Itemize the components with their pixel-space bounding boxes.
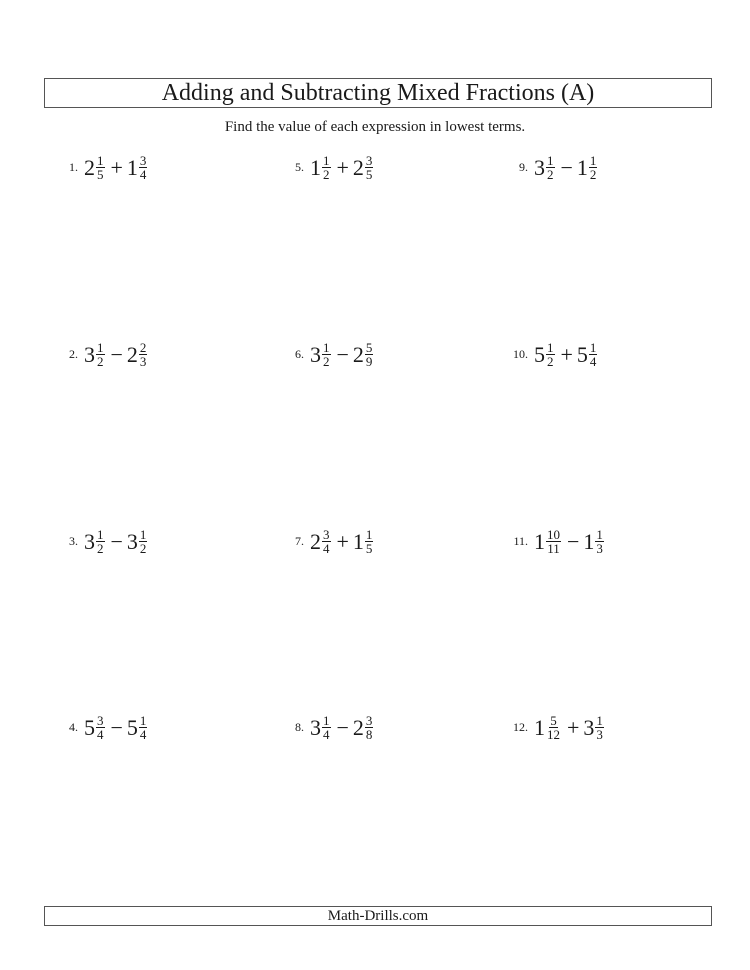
fraction (365, 714, 374, 741)
problem-number: 3. (69, 534, 78, 548)
footer (44, 906, 712, 926)
operator: − (110, 528, 123, 554)
numerator: 1 (547, 153, 554, 168)
footer-text: Math-Drills.com (327, 907, 429, 924)
problem-number: 5. (295, 160, 304, 174)
whole-part: 5 (534, 341, 545, 367)
denominator: 8 (365, 727, 373, 742)
mixed-number (84, 714, 107, 741)
problem-4 (52, 714, 149, 741)
problem-10 (502, 341, 599, 368)
mixed-number (84, 528, 107, 555)
mixed-number (310, 154, 333, 181)
fraction (546, 341, 555, 368)
numerator: 10 (547, 527, 560, 542)
problem-2 (52, 341, 149, 368)
denominator: 5 (365, 167, 373, 182)
denominator: 2 (97, 354, 104, 369)
denominator: 2 (97, 541, 104, 556)
denominator: 12 (547, 727, 560, 742)
fraction (546, 714, 561, 741)
denominator: 11 (547, 541, 560, 556)
operator: + (336, 154, 349, 180)
fraction (322, 341, 331, 368)
numerator: 3 (139, 153, 147, 168)
denominator: 4 (323, 727, 330, 742)
numerator: 1 (323, 153, 330, 168)
whole-part: 2 (126, 341, 138, 367)
problem-3 (52, 528, 149, 555)
mixed-number (583, 528, 606, 555)
operator: + (567, 714, 580, 740)
whole-part: 5 (84, 714, 95, 740)
numerator: 1 (139, 527, 147, 542)
fraction (322, 154, 331, 181)
fraction (365, 341, 374, 368)
fraction (365, 154, 374, 181)
worksheet-title (44, 78, 712, 108)
mixed-number (534, 528, 563, 555)
denominator: 2 (323, 354, 330, 369)
numerator: 3 (97, 713, 104, 728)
problem-number: 10. (513, 347, 528, 361)
whole-part: 3 (534, 154, 545, 180)
mixed-number (127, 154, 150, 181)
numerator: 1 (596, 527, 603, 542)
mixed-number (534, 154, 557, 181)
numerator: 1 (97, 340, 104, 355)
numerator: 5 (365, 340, 373, 355)
fraction (139, 714, 148, 741)
mixed-number (353, 714, 376, 741)
whole-part: 2 (84, 154, 95, 180)
whole-part: 3 (310, 341, 321, 367)
problem-8 (278, 714, 375, 741)
operator: + (336, 528, 349, 554)
mixed-number (577, 154, 600, 181)
whole-part: 5 (126, 714, 138, 740)
denominator: 2 (589, 167, 597, 182)
problem-12 (502, 714, 606, 741)
whole-part: 2 (310, 528, 321, 554)
denominator: 9 (365, 354, 373, 369)
problem-number: 8. (295, 720, 304, 734)
numerator: 1 (139, 713, 147, 728)
fraction (139, 341, 148, 368)
denominator: 4 (589, 354, 597, 369)
problem-number: 6. (295, 347, 304, 361)
worksheet-title-text: Adding and Subtracting Mixed Fractions (A) (161, 79, 595, 106)
numerator: 2 (139, 340, 147, 355)
mixed-number (84, 154, 107, 181)
mixed-number (353, 528, 376, 555)
problem-number: 4. (69, 720, 78, 734)
problem-7 (278, 528, 375, 555)
fraction (96, 714, 105, 741)
numerator: 1 (97, 527, 104, 542)
mixed-number (127, 714, 150, 741)
problem-number: 7. (295, 534, 304, 548)
mixed-number (127, 528, 150, 555)
fraction (139, 528, 148, 555)
fraction (589, 341, 598, 368)
whole-part: 1 (310, 154, 321, 180)
problem-6 (278, 341, 375, 368)
denominator: 4 (139, 727, 147, 742)
numerator: 3 (365, 713, 373, 728)
operator: − (110, 341, 123, 367)
mixed-number (310, 714, 333, 741)
whole-part: 1 (583, 528, 595, 554)
whole-part: 1 (352, 528, 364, 554)
mixed-number (353, 341, 376, 368)
fraction (96, 528, 105, 555)
operator: − (336, 714, 349, 740)
operator: − (110, 714, 123, 740)
denominator: 4 (97, 727, 104, 742)
whole-part: 1 (534, 528, 545, 554)
operator: − (560, 154, 573, 180)
problem-9 (502, 154, 599, 181)
mixed-number (127, 341, 150, 368)
whole-part: 1 (126, 154, 138, 180)
problem-1 (52, 154, 149, 181)
problem-11 (502, 528, 606, 555)
whole-part: 3 (126, 528, 138, 554)
numerator: 1 (547, 340, 554, 355)
problem-number: 1. (69, 160, 78, 174)
mixed-number (353, 154, 376, 181)
numerator: 1 (97, 153, 104, 168)
whole-part: 5 (576, 341, 588, 367)
fraction (546, 528, 561, 555)
fraction (365, 528, 374, 555)
operator: − (567, 528, 580, 554)
mixed-number (534, 714, 563, 741)
fraction (322, 528, 331, 555)
fraction (139, 154, 148, 181)
operator: + (560, 341, 573, 367)
denominator: 4 (323, 541, 330, 556)
denominator: 4 (139, 167, 147, 182)
whole-part: 3 (84, 341, 95, 367)
operator: − (336, 341, 349, 367)
fraction (96, 341, 105, 368)
fraction (322, 714, 331, 741)
numerator: 1 (323, 340, 330, 355)
problem-5 (278, 154, 375, 181)
fraction (589, 154, 598, 181)
numerator: 5 (550, 713, 557, 728)
mixed-number (310, 341, 333, 368)
denominator: 3 (139, 354, 147, 369)
problem-number: 9. (519, 160, 528, 174)
numerator: 1 (589, 340, 597, 355)
numerator: 1 (589, 153, 597, 168)
whole-part: 3 (310, 714, 321, 740)
numerator: 3 (365, 153, 373, 168)
fraction (595, 714, 604, 741)
problem-number: 12. (513, 720, 528, 734)
whole-part: 3 (583, 714, 595, 740)
denominator: 5 (97, 167, 104, 182)
numerator: 1 (323, 713, 330, 728)
denominator: 2 (547, 167, 554, 182)
mixed-number (583, 714, 606, 741)
whole-part: 2 (352, 714, 364, 740)
whole-part: 2 (352, 341, 364, 367)
mixed-number (84, 341, 107, 368)
fraction (546, 154, 555, 181)
mixed-number (534, 341, 557, 368)
numerator: 1 (596, 713, 603, 728)
instructions: Find the value of each expression in lowest terms. (224, 119, 526, 135)
fraction (595, 528, 604, 555)
whole-part: 1 (534, 714, 545, 740)
problem-number: 11. (513, 534, 528, 548)
whole-part: 2 (352, 154, 364, 180)
denominator: 2 (323, 167, 330, 182)
fraction (96, 154, 105, 181)
whole-part: 1 (576, 154, 588, 180)
mixed-number (310, 528, 333, 555)
mixed-number (577, 341, 600, 368)
operator: + (110, 154, 123, 180)
denominator: 3 (596, 727, 603, 742)
denominator: 2 (139, 541, 147, 556)
denominator: 5 (365, 541, 373, 556)
whole-part: 3 (84, 528, 95, 554)
denominator: 2 (547, 354, 554, 369)
problem-number: 2. (69, 347, 78, 361)
numerator: 1 (365, 527, 373, 542)
denominator: 3 (596, 541, 603, 556)
numerator: 3 (323, 527, 330, 542)
